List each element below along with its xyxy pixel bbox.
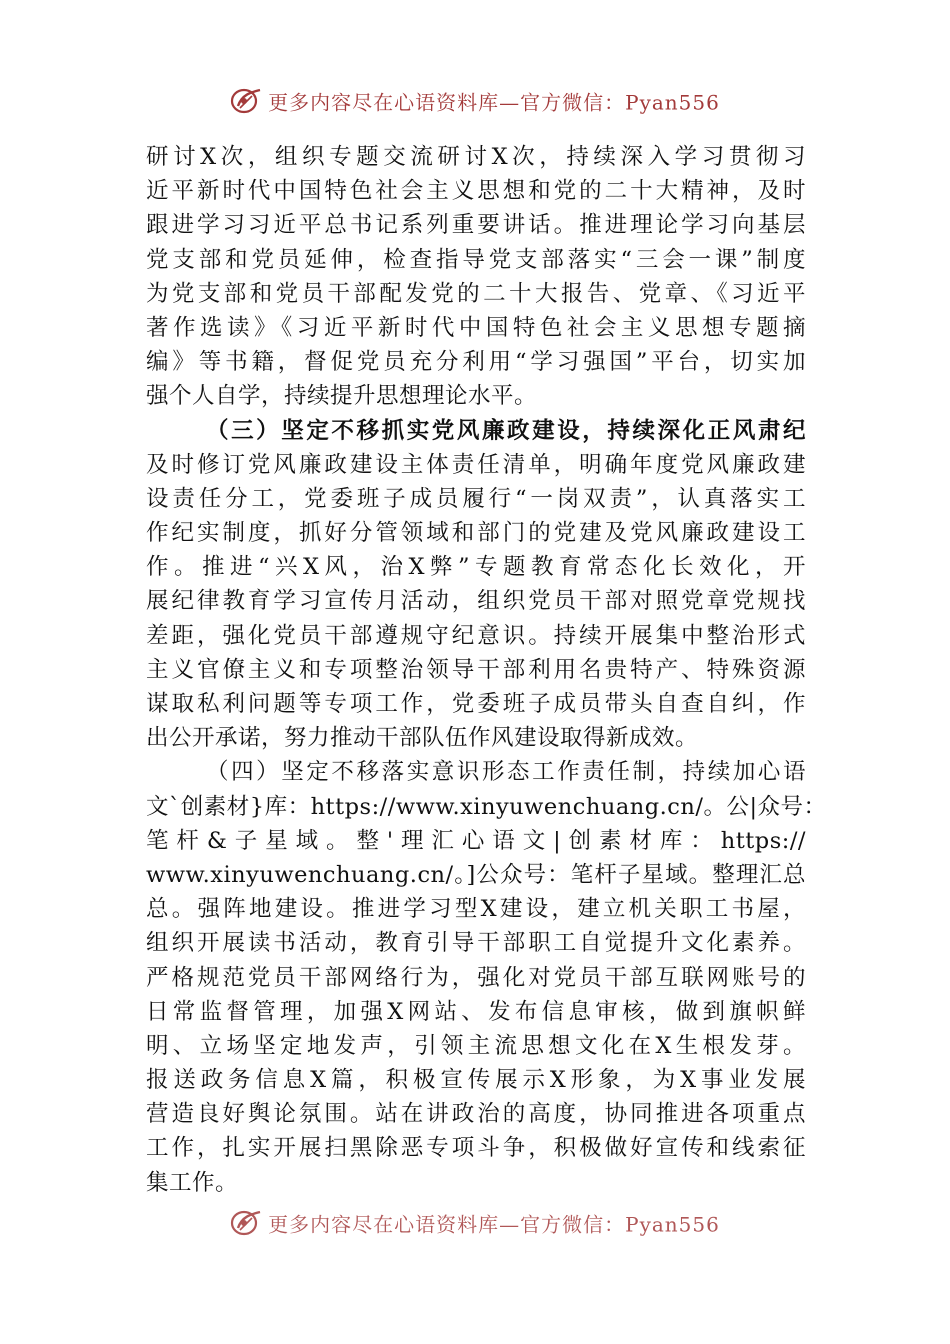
text-line: 明、立场坚定地发声，引领主流思想文化在X生根发芽。 bbox=[146, 1032, 806, 1059]
footer-watermark-text: 更多内容尽在心语资料库—官方微信：Pyan556 bbox=[268, 1212, 720, 1237]
text-line: 党支部和党员延伸，检查指导党支部落实“三会一课”制度 bbox=[146, 246, 806, 273]
text-line: 展纪律教育学习宣传月活动，组织党员干部对照党章党规找 bbox=[146, 588, 806, 615]
text-line: 总。强阵地建设。推进学习型X建设，建立机关职工书屋， bbox=[146, 896, 806, 923]
text-line: 研讨X次，组织专题交流研讨X次，持续深入学习贯彻习 bbox=[146, 144, 806, 170]
text-line: 严格规范党员干部网络行为，强化对党员干部互联网账号的 bbox=[146, 964, 806, 991]
text-line: 工作，扎实开展扫黑除恶专项斗争，积极做好宣传和线索征 bbox=[146, 1135, 806, 1162]
footer-watermark bbox=[0, 1208, 950, 1238]
text-line: 出公开承诺，努力推动干部队伍作风建设取得新成效。 bbox=[146, 725, 699, 752]
text-line: 编》等书籍，督促党员充分利用“学习强国”平台，切实加 bbox=[146, 349, 806, 376]
text-line: 谋取私利问题等专项工作，党委班子成员带头自查自纠，作 bbox=[146, 691, 806, 717]
text-line: 作。推进“兴X风，治X弊”专题教育常态化长效化，开 bbox=[146, 554, 806, 581]
text-line: 主义官僚主义和专项整治领导干部利用名贵特产、特殊资源 bbox=[146, 656, 806, 683]
text-line: 组织开展读书活动，教育引导干部职工自觉提升文化素养。 bbox=[146, 930, 806, 957]
text-line: 作纪实制度，抓好分管领域和部门的党建及党风廉政建设工 bbox=[146, 520, 806, 547]
text-line: 文`创素材}库：https://www.xinyuwenchuang.cn/。公|众号： bbox=[146, 793, 827, 820]
text-line: 跟进学习习近平总书记系列重要讲话。推进理论学习向基层 bbox=[146, 212, 806, 239]
text-line: www.xinyuwenchuang.cn/。]公众号：笔杆子星域。整理汇总 bbox=[146, 861, 806, 888]
text-line: 为党支部和党员干部配发党的二十大报告、党章、《习近平 bbox=[146, 280, 806, 307]
text-line: 强个人自学，持续提升思想理论水平。 bbox=[146, 383, 538, 410]
brand-logo-icon bbox=[230, 86, 264, 116]
header-watermark-text: 更多内容尽在心语资料库—官方微信：Pyan556 bbox=[268, 90, 720, 115]
document-body bbox=[146, 140, 827, 1200]
text-line: 及时修订党风廉政建设主体责任清单，明确年度党风廉政建 bbox=[146, 451, 806, 478]
section-heading: （三）坚定不移抓实党风廉政建设，持续深化正风肃纪 bbox=[206, 417, 806, 444]
section-heading: （四）坚定不移落实意识形态工作责任制，持续加心语 bbox=[206, 759, 806, 786]
text-line: 日常监督管理，加强X网站、发布信息审核，做到旗帜鲜 bbox=[146, 998, 806, 1025]
text-line: 营造良好舆论氛围。站在讲政治的高度，协同推进各项重点 bbox=[146, 1101, 806, 1128]
text-line: 报送政务信息X篇，积极宣传展示X形象，为X事业发展 bbox=[146, 1067, 806, 1094]
text-line: 设责任分工，党委班子成员履行“一岗双责”，认真落实工 bbox=[146, 485, 806, 512]
header-watermark bbox=[0, 86, 950, 116]
brand-logo-icon bbox=[230, 1208, 264, 1238]
text-line: 集工作。 bbox=[146, 1169, 239, 1196]
text-line: 著作选读》《习近平新时代中国特色社会主义思想专题摘 bbox=[146, 314, 806, 341]
text-line: 笔杆&子星域。整'理汇心语文|创素材库：https:// bbox=[146, 827, 806, 854]
text-line: 近平新时代中国特色社会主义思想和党的二十大精神，及时 bbox=[146, 178, 806, 205]
text-line: 差距，强化党员干部遵规守纪意识。持续开展集中整治形式 bbox=[146, 622, 806, 649]
